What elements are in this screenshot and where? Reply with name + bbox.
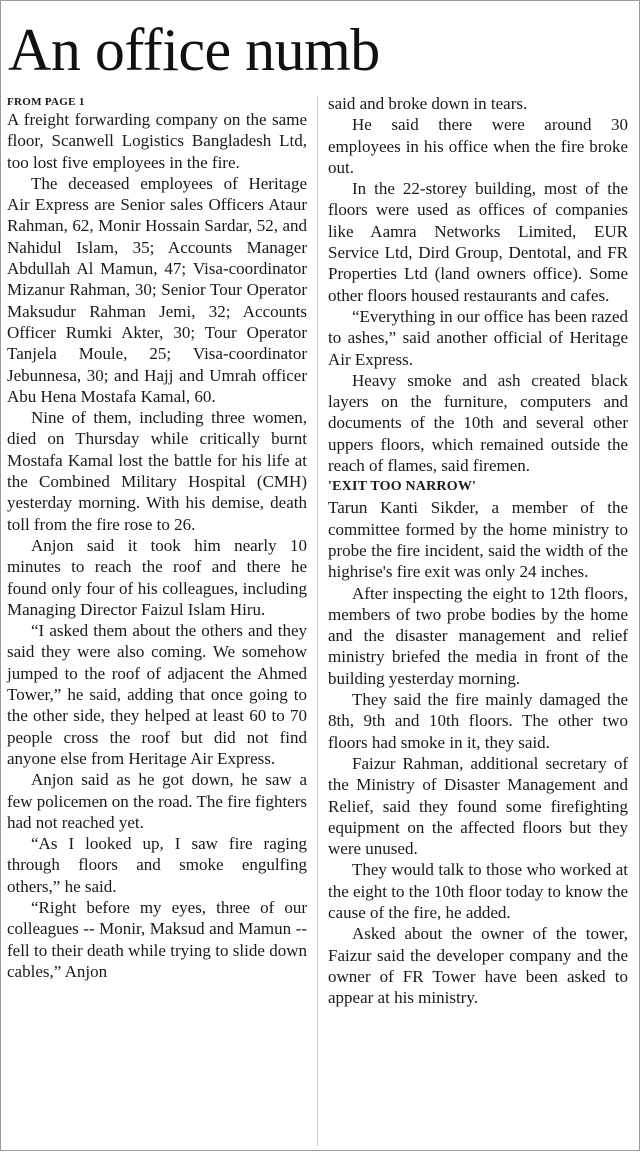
article-column-left xyxy=(7,93,307,982)
kicker: FROM PAGE 1 xyxy=(7,96,85,108)
article-column-right xyxy=(328,93,628,1008)
paragraph: Faizur Rahman, additional secretary of the Ministry of Disaster Management and Relief, said they found some firefighting equipment on the affected floors but they were unused. xyxy=(328,753,628,859)
paragraph: Anjon said it took him nearly 10 minutes to reach the roof and there he found only four of his colleagues, including Managing Director Faizul Islam Hiru. xyxy=(7,535,307,619)
subhead: 'EXIT TOO NARROW' xyxy=(328,479,477,495)
paragraph: “As I looked up, I saw fire raging through floors and smoke engulfing others,” he said. xyxy=(7,834,307,896)
headline: An office numb xyxy=(8,17,380,83)
paragraph: Anjon said as he got down, he saw a few policemen on the road. The fire fighters had not reached yet. xyxy=(7,770,307,832)
paragraph: Asked about the owner of the tower, Faizur said the developer company and the owner of FR Tower have been asked to appear at his ministry. xyxy=(328,924,628,1008)
paragraph: In the 22-storey building, most of the floors were used as offices of companies like Aamra Networks Limited, EUR Service Ltd, Dird Group, Dentotal, and FR Properties Ltd (land owners office). Some other floors housed restaurants and cafes. xyxy=(328,179,628,305)
paragraph: “Right before my eyes, three of our colleagues -- Monir, Maksud and Mamun -- fell to their death while trying to slide down cables,” Anjon xyxy=(7,897,307,981)
column-divider xyxy=(317,96,318,1146)
paragraph: Nine of them, including three women, died on Thursday while critically burnt Mostafa Kamal lost the battle for his life at the Combined Military Hospital (CMH) yesterday morning. With his demise, death toll from the fire rose to 26. xyxy=(7,408,307,534)
paragraph: They said the fire mainly damaged the 8th, 9th and 10th floors. The other two floors had smoke in it, they said. xyxy=(328,690,628,752)
paragraph: Heavy smoke and ash created black layers on the furniture, computers and documents of the 10th and several other uppers floors, which remained outside the reach of flames, said firemen. xyxy=(328,370,628,476)
paragraph: They would talk to those who worked at the eight to the 10th floor today to know the cause of the fire, he added. xyxy=(328,860,628,922)
paragraph: said and broke down in tears. xyxy=(328,94,528,113)
paragraph: “Everything in our office has been razed to ashes,” said another official of Heritage Air Express. xyxy=(328,306,628,369)
paragraph: A freight forwarding company on the same floor, Scanwell Logistics Bangladesh Ltd, too lost five employees in the fire. xyxy=(7,110,307,172)
paragraph: “I asked them about the others and they said they were also coming. We somehow jumped to the roof of adjacent the Ahmed Tower,” he said, adding that once going to the other side, they helped at least 60 to 70 people cross the roof but did not find anyone else from Heritage Air Express. xyxy=(7,621,307,768)
paragraph: Tarun Kanti Sikder, a member of the committee formed by the home ministry to probe the fire incident, said the width of the highrise's fire exit was only 24 inches. xyxy=(328,498,628,582)
paragraph: The deceased employees of Heritage Air Express are Senior sales Officers Ataur Rahman, 62, Monir Hossain Sardar, 52, and Nahidul Islam, 35; Accounts Manager Abdullah Al Mamun, 47; Visa-coordinator Mizanur Rahman, 30; Senior Tour Operator Maksudur Rahman Jemi, 32; Accounts Officer Rumki Akter, 30; Tour Operator Tanjela Moule, 25; Visa-coordinator Jebunnesa, 30; and Hajj and Umrah officer Abu Hena Mostafa Kamal, 60. xyxy=(7,173,307,406)
paragraph: After inspecting the eight to 12th floors, members of two probe bodies by the home and the disaster management and relief ministry briefed the media in front of the building yesterday morning. xyxy=(328,583,628,688)
paragraph: He said there were around 30 employees in his office when the fire broke out. xyxy=(328,115,628,177)
